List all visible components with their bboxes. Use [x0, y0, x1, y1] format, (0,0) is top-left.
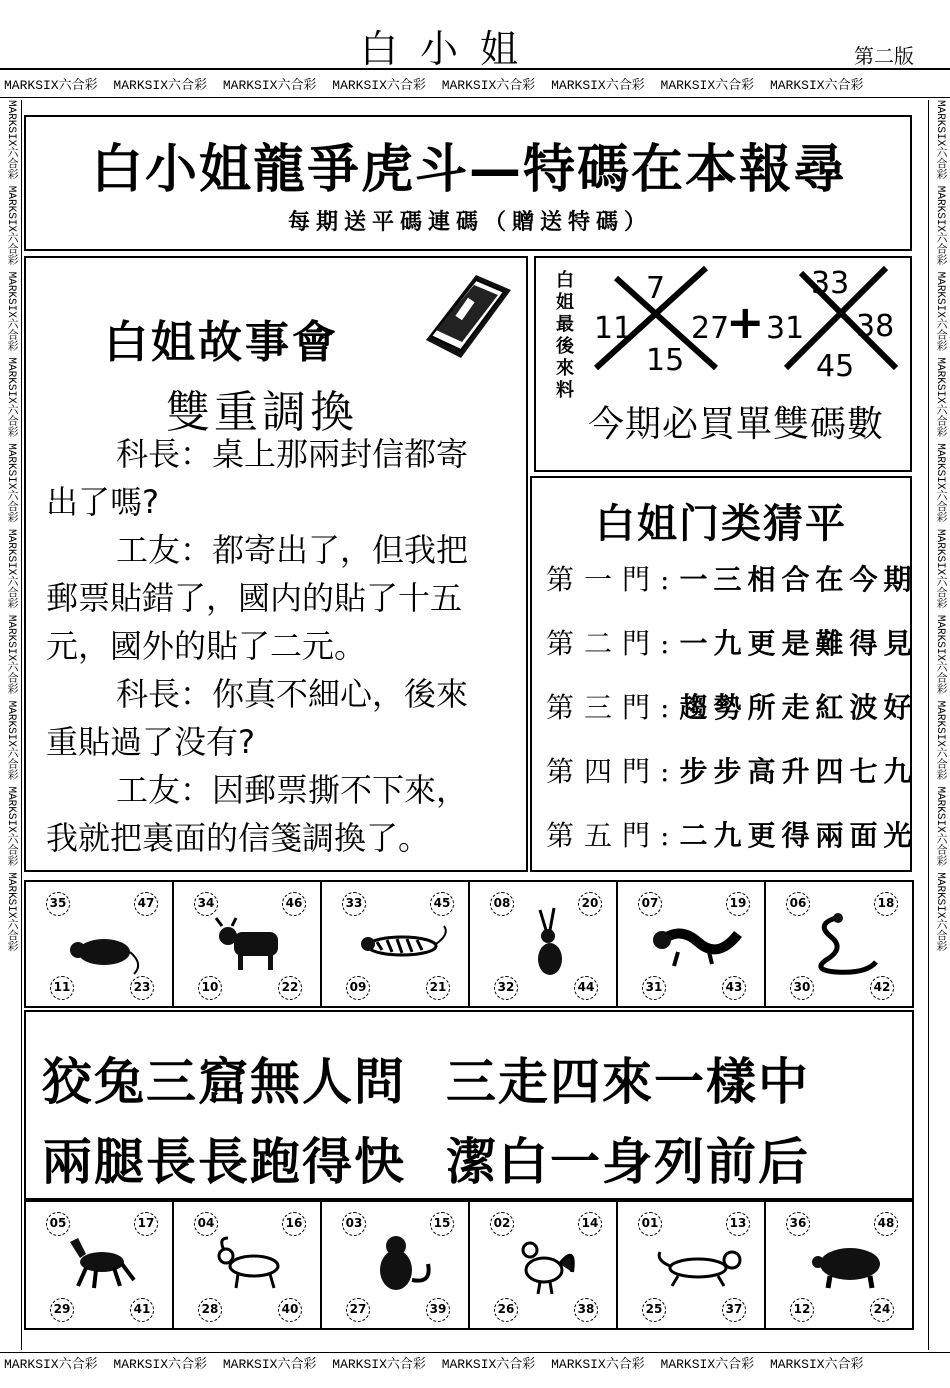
zodiac-number: 33: [342, 892, 366, 916]
zodiac-number: 32: [494, 976, 518, 1000]
story-subtitle: 雙重調換: [166, 387, 358, 438]
edition-label: 第二版: [854, 44, 914, 68]
left-number: 15: [646, 343, 685, 378]
zodiac-number: 06: [786, 892, 810, 916]
zodiac-number: 47: [134, 892, 158, 916]
door-row: [546, 814, 917, 854]
zodiac-number: 37: [722, 1298, 746, 1322]
zodiac-number: 28: [198, 1298, 222, 1322]
masthead: [0, 0, 950, 70]
zodiac-number: 25: [642, 1298, 666, 1322]
ox-icon: [204, 904, 294, 984]
zodiac-number: 21: [426, 976, 450, 1000]
story-line: 科長：你真不細心，後來: [116, 675, 469, 713]
zodiac-cell-goat: [174, 1202, 322, 1328]
zodiac-number: 44: [574, 976, 598, 1000]
zodiac-number: 39: [426, 1298, 450, 1322]
door-text: 步步高升四七九: [679, 755, 918, 788]
page-title: 白小姐: [360, 27, 541, 71]
door-text: 一九更是難得見: [679, 627, 918, 660]
zodiac-number: 40: [278, 1298, 302, 1322]
rabbit-icon: [500, 904, 590, 984]
zodiac-number: 07: [638, 892, 662, 916]
book-icon: [406, 270, 516, 364]
poem-text: 狡兔三窟無人問: [42, 1053, 406, 1111]
dragon-icon: [648, 904, 748, 984]
story-line: 工友：因郵票撕不下來，: [116, 771, 469, 809]
zodiac-number: 01: [638, 1212, 662, 1236]
zodiac-number: 02: [490, 1212, 514, 1236]
story-line: 工友：都寄出了，但我把: [116, 531, 469, 569]
zodiac-cell-dog: [618, 1202, 766, 1328]
zodiac-number: 41: [130, 1298, 154, 1322]
right-number: 38: [856, 309, 895, 344]
story-box: [24, 256, 528, 872]
strip-unit: MARKSIX六合彩: [441, 1357, 536, 1372]
rooster-icon: [500, 1224, 590, 1304]
door-row: [546, 750, 917, 790]
zodiac-number: 13: [726, 1212, 750, 1236]
zodiac-number: 05: [46, 1212, 70, 1236]
poem-box: [24, 1010, 914, 1200]
riddle-box: [530, 476, 918, 872]
strip-unit: MARKSIX六合彩: [4, 1357, 98, 1372]
zodiac-number: 24: [870, 1298, 894, 1322]
strip-unit: MARKSIX六合彩: [113, 1357, 208, 1372]
door-text: 一三相合在今期: [679, 563, 918, 596]
zodiac-cell-rat: [26, 882, 174, 1006]
zodiac-number: 42: [870, 976, 894, 1000]
left-number: 11: [594, 311, 633, 346]
zodiac-number: 46: [282, 892, 306, 916]
latest-label: 白姐最後來料: [553, 270, 574, 402]
strip-unit: MARKSIX六合彩: [332, 1357, 426, 1372]
zodiac-number: 04: [194, 1212, 218, 1236]
zodiac-number: 10: [198, 976, 222, 1000]
door-label: 第三門:: [546, 691, 680, 724]
strip-unit: MARKSIX六合彩: [551, 78, 645, 93]
strip-unit: MARKSIX六合彩: [660, 78, 755, 93]
door-row: [546, 686, 917, 726]
zodiac-cell-horse: [26, 1202, 174, 1328]
zodiac-number: 08: [490, 892, 514, 916]
pig-icon: [796, 1224, 896, 1304]
zodiac-number: 19: [726, 892, 750, 916]
right-brand-strip: MARKSIX六合彩 MARKSIX六合彩 MARKSIX六合彩 MARKSIX六合彩 MARKSIX六合彩 MARKSIX六合彩 MARKSIX六合彩 MARKSIX六合彩 MARKSIX六合彩 MARKSIX六合彩: [928, 100, 950, 1350]
must-buy-text: 今期必買單雙碼數: [588, 404, 885, 445]
door-text: 二九更得兩面光: [679, 819, 918, 852]
right-number: 33: [811, 266, 850, 301]
poem-line-1: [42, 1042, 810, 1114]
zodiac-number: 16: [282, 1212, 306, 1236]
zodiac-number: 27: [346, 1298, 370, 1322]
story-line: 出了嗎?: [46, 483, 159, 521]
left-number: 7: [646, 271, 666, 306]
snake-icon: [796, 904, 886, 984]
right-number: 31: [766, 311, 805, 346]
zodiac-cell-tiger: [322, 882, 470, 1006]
zodiac-number: 29: [50, 1298, 74, 1322]
zodiac-number: 22: [278, 976, 302, 1000]
rat-icon: [56, 904, 146, 984]
poem-line-2: [42, 1122, 810, 1194]
story-line: 元，國外的貼了二元。: [46, 627, 367, 665]
zodiac-number: 31: [642, 976, 666, 1000]
poem-text: 兩腿長長跑得快: [42, 1133, 406, 1191]
zodiac-number: 36: [786, 1212, 810, 1236]
poem-text: 三走四來一樣中: [446, 1053, 810, 1111]
left-brand-strip: MARKSIX六合彩 MARKSIX六合彩 MARKSIX六合彩 MARKSIX六合彩 MARKSIX六合彩 MARKSIX六合彩 MARKSIX六合彩 MARKSIX六合彩 MARKSIX六合彩 MARKSIX六合彩: [0, 100, 22, 1350]
zodiac-number: 38: [574, 1298, 598, 1322]
strip-unit: MARKSIX六合彩: [769, 1357, 864, 1372]
strip-unit: MARKSIX六合彩: [222, 1357, 317, 1372]
zodiac-number: 20: [578, 892, 602, 916]
horse-icon: [56, 1224, 146, 1304]
door-label: 第二門:: [546, 627, 680, 660]
zodiac-number: 48: [874, 1212, 898, 1236]
zodiac-number: 15: [430, 1212, 454, 1236]
tiger-icon: [352, 904, 452, 984]
zodiac-cell-snake: [766, 882, 912, 1006]
zodiac-row-top: [24, 880, 914, 1008]
strip-unit: MARKSIX六合彩: [4, 78, 98, 93]
zodiac-number: 14: [578, 1212, 602, 1236]
headline-box: [24, 115, 912, 251]
zodiac-cell-rabbit: [470, 882, 618, 1006]
right-number: 45: [816, 349, 855, 384]
door-label: 第五門:: [546, 819, 680, 852]
zodiac-cell-monkey: [322, 1202, 470, 1328]
bottom-brand-strip: [0, 1352, 950, 1376]
door-text: 趨勢所走紅波好: [679, 691, 918, 724]
door-label: 第四門:: [546, 755, 680, 788]
zodiac-number: 26: [494, 1298, 518, 1322]
door-label: 第一門:: [546, 563, 680, 596]
latest-numbers-box: [534, 256, 912, 472]
zodiac-cell-pig: [766, 1202, 912, 1328]
story-title: 白姐故事會: [104, 317, 339, 368]
zodiac-number: 30: [790, 976, 814, 1000]
zodiac-number: 45: [430, 892, 454, 916]
zodiac-number: 03: [342, 1212, 366, 1236]
zodiac-number: 23: [130, 976, 154, 1000]
zodiac-number: 17: [134, 1212, 158, 1236]
zodiac-number: 11: [50, 976, 74, 1000]
story-text: [46, 430, 516, 862]
zodiac-number: 09: [346, 976, 370, 1000]
zodiac-cell-ox: [174, 882, 322, 1006]
zodiac-row-bottom: [24, 1200, 914, 1330]
story-line: 我就把裏面的信箋調換了。: [46, 819, 431, 857]
door-row: [546, 622, 917, 662]
zodiac-cell-dragon: [618, 882, 766, 1006]
riddle-title: 白姐门类猜平: [595, 501, 847, 547]
zodiac-number: 34: [194, 892, 218, 916]
strip-unit: MARKSIX六合彩: [441, 78, 536, 93]
zodiac-number: 18: [874, 892, 898, 916]
zodiac-number: 43: [722, 976, 746, 1000]
strip-unit: MARKSIX六合彩: [113, 78, 208, 93]
dog-icon: [648, 1224, 748, 1304]
door-row: [546, 558, 917, 598]
plus-sign: +: [726, 295, 765, 349]
zodiac-number: 12: [790, 1298, 814, 1322]
zodiac-cell-rooster: [470, 1202, 618, 1328]
strip-unit: MARKSIX六合彩: [551, 1357, 645, 1372]
strip-unit: MARKSIX六合彩: [332, 78, 426, 93]
top-brand-strip: [0, 74, 950, 98]
strip-unit: MARKSIX六合彩: [769, 78, 864, 93]
headline: 白小姐龍爭虎斗—特碼在本報尋: [90, 140, 847, 200]
left-number: 27: [691, 311, 730, 346]
strip-unit: MARKSIX六合彩: [660, 1357, 755, 1372]
zodiac-number: 35: [46, 892, 70, 916]
story-line: 郵票貼錯了，國内的貼了十五: [46, 579, 463, 617]
goat-icon: [204, 1224, 294, 1304]
strip-unit: MARKSIX六合彩: [222, 78, 317, 93]
story-line: 重貼過了没有?: [46, 723, 255, 761]
poem-text: 潔白一身列前后: [446, 1133, 810, 1191]
monkey-icon: [352, 1224, 442, 1304]
headline-sub: 每期送平碼連碼（贈送特碼）: [287, 210, 652, 235]
story-line: 科長：桌上那兩封信都寄: [116, 435, 469, 473]
